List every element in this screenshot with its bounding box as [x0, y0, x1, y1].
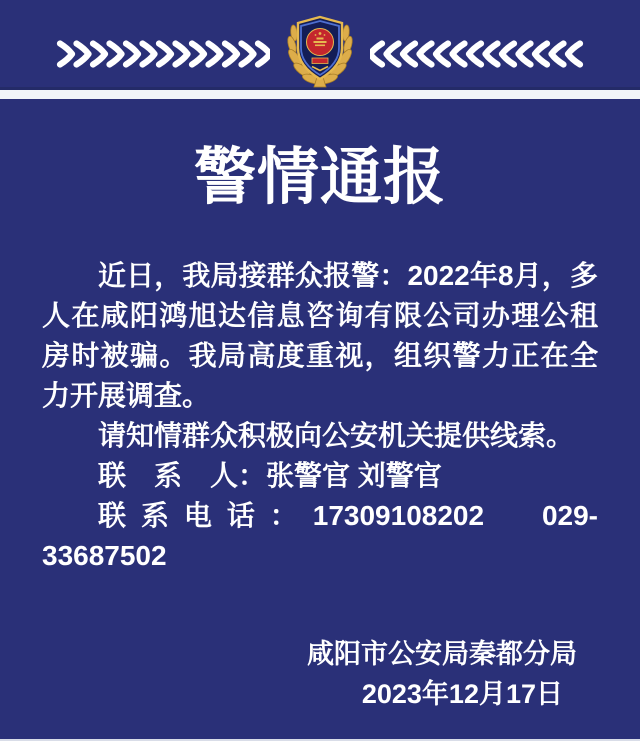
notice-paragraph: 近日，我局接群众报警：2022年8月，多人在咸阳鸿旭达信息咨询有限公司办理公租房时被骗。我局高度重视，组织警力正在全力开展调查。 [42, 260, 598, 411]
notice-paragraph: 请知情群众积极向公安机关提供线索。 [98, 420, 575, 451]
contact-person-line: 联 系 人：张警官 刘警官 [98, 460, 442, 491]
header-band [0, 0, 640, 87]
page-title: 警情通报 [193, 143, 446, 212]
contact-phone-line: 联系电话：17309108202 029-33687502 [42, 500, 598, 571]
issuer-name: 咸阳市公安局秦都分局 [307, 639, 577, 669]
issue-date: 2023年12月17日 [361, 679, 563, 709]
chevrons-right-icon [56, 40, 270, 68]
police-badge-icon [282, 11, 358, 89]
signature-block [0, 634, 640, 714]
divider-white-line [0, 90, 640, 99]
notice-body [0, 256, 640, 576]
chevrons-left-icon [370, 40, 584, 68]
